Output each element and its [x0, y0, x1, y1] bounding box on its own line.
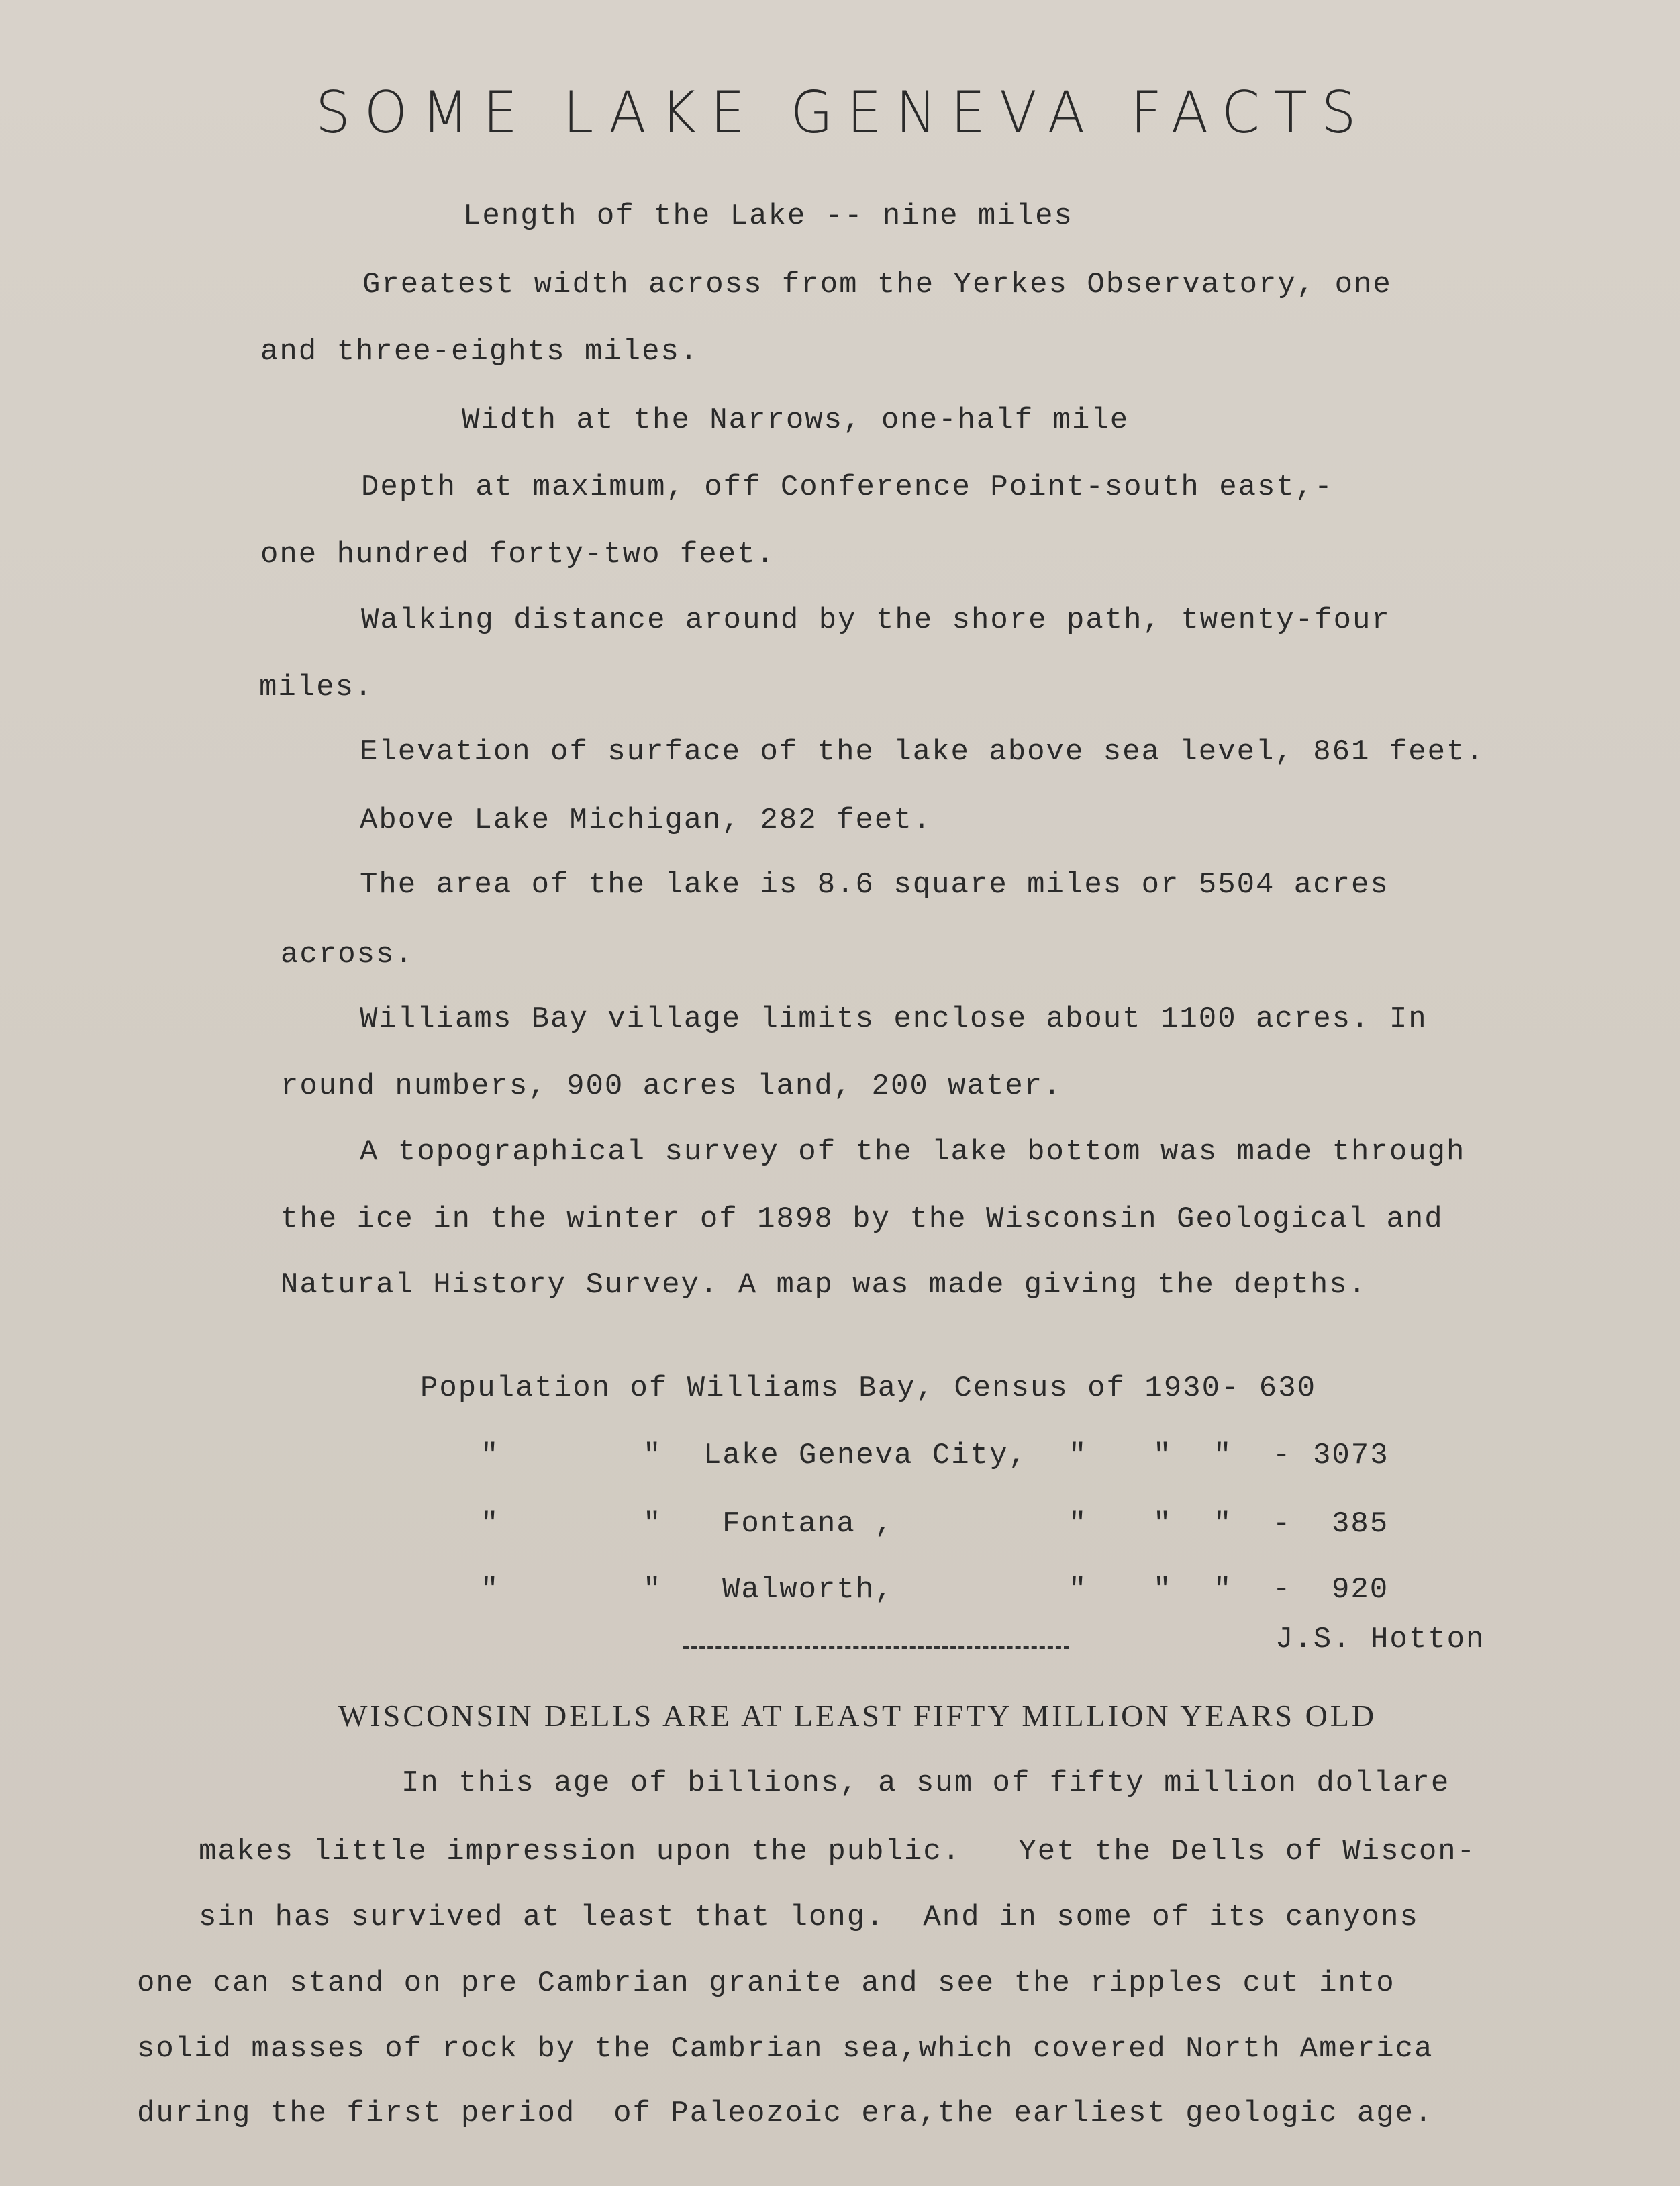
- ditto-mark: ": [1153, 1573, 1171, 1607]
- ditto-mark: ": [1069, 1573, 1087, 1607]
- paragraph-line: sin has survived at least that long. And in some of its canyons: [199, 1901, 1419, 1934]
- fact-line: one hundred forty-two feet.: [260, 538, 775, 571]
- fact-line: round numbers, 900 acres land, 200 water.: [281, 1070, 1063, 1103]
- ditto-mark: ": [643, 1573, 661, 1607]
- fact-line: Above Lake Michigan, 282 feet.: [360, 804, 932, 837]
- fact-line: Walking distance around by the shore path, twenty-four: [361, 604, 1391, 637]
- fact-line: Williams Bay village limits enclose about 1100 acres. In: [360, 1002, 1428, 1036]
- fact-line: across.: [281, 938, 414, 971]
- page-title: SOME LAKE GENEVA FACTS: [315, 79, 1371, 146]
- fact-line: the ice in the winter of 1898 by the Wisconsin Geological and: [281, 1202, 1444, 1236]
- fact-line: Natural History Survey. A map was made giving the depths.: [281, 1268, 1368, 1302]
- ditto-mark: ": [1069, 1439, 1087, 1472]
- fact-line: A topographical survey of the lake bottom was made through: [360, 1135, 1466, 1169]
- ditto-mark: ": [481, 1507, 499, 1541]
- ditto-mark: ": [1214, 1573, 1232, 1607]
- ditto-mark: ": [481, 1573, 499, 1607]
- section-heading: WISCONSIN DELLS ARE AT LEAST FIFTY MILLION YEARS OLD: [338, 1699, 1377, 1733]
- population-place: Fontana ,: [722, 1507, 894, 1541]
- ditto-mark: ": [1069, 1507, 1087, 1541]
- fact-line: Depth at maximum, off Conference Point-south east,-: [361, 471, 1334, 504]
- population-dash: -: [1273, 1439, 1292, 1472]
- fact-line: Width at the Narrows, one-half mile: [462, 403, 1130, 437]
- population-place: Walworth,: [722, 1573, 894, 1607]
- population-dash: -: [1273, 1573, 1292, 1607]
- paragraph-line: makes little impression upon the public. Yet the Dells of Wiscon-: [199, 1835, 1477, 1868]
- fact-line: miles.: [259, 671, 374, 704]
- population-dash: -: [1273, 1507, 1292, 1541]
- fact-line: and three-eights miles.: [260, 335, 699, 369]
- paragraph-line: In this age of billions, a sum of fifty million dollare: [401, 1766, 1450, 1800]
- ditto-mark: ": [643, 1507, 661, 1541]
- paragraph-line: during the first period of Paleozoic era,the earliest geologic age.: [137, 2097, 1434, 2130]
- fact-line: Elevation of surface of the lake above sea level, 861 feet.: [360, 735, 1485, 769]
- paragraph-line: one can stand on pre Cambrian granite and see the ripples cut into: [137, 1966, 1395, 2000]
- ditto-mark: ": [1214, 1507, 1232, 1541]
- ditto-mark: ": [643, 1439, 661, 1472]
- population-value: 920: [1332, 1573, 1389, 1607]
- population-place: Lake Geneva City,: [703, 1439, 1028, 1472]
- population-value: 385: [1332, 1507, 1389, 1541]
- section-divider: [683, 1646, 1069, 1649]
- ditto-mark: ": [1153, 1439, 1171, 1472]
- ditto-mark: ": [481, 1439, 499, 1472]
- paragraph-line: solid masses of rock by the Cambrian sea,which covered North America: [137, 2032, 1434, 2066]
- ditto-mark: ": [1214, 1439, 1232, 1472]
- signature: J.S. Hotton: [1275, 1623, 1485, 1656]
- population-value: 3073: [1313, 1439, 1389, 1472]
- population-first-line: Population of Williams Bay, Census of 1930- 630: [420, 1372, 1317, 1405]
- fact-line: The area of the lake is 8.6 square miles or 5504 acres: [360, 868, 1389, 902]
- fact-line: Length of the Lake -- nine miles: [463, 199, 1073, 233]
- fact-line: Greatest width across from the Yerkes Observatory, one: [362, 268, 1392, 301]
- ditto-mark: ": [1153, 1507, 1171, 1541]
